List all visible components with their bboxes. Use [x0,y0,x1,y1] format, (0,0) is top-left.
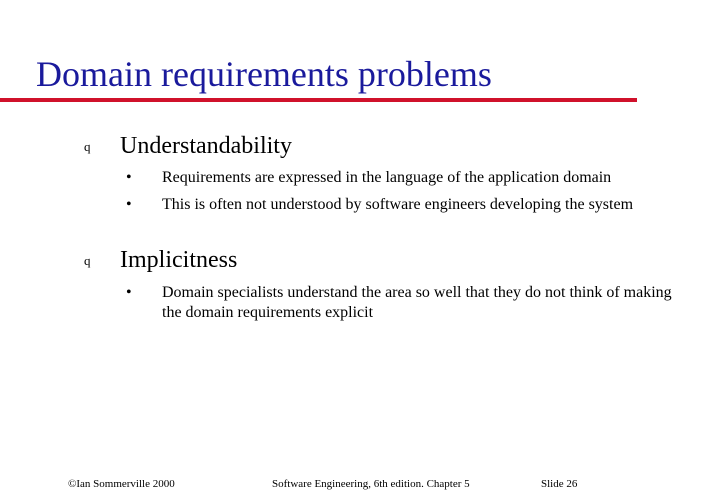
point-marker: q [84,253,91,268]
slide-title: Domain requirements problems [36,54,492,94]
bullet-marker: • [126,196,132,213]
bullet-text: Requirements are expressed in the language of the application domain [162,169,612,186]
footer-slide-number: Slide 26 [541,478,578,490]
point-marker: q [84,139,91,154]
footer-copyright: ©Ian Sommerville 2000 [68,478,175,490]
point-heading: Implicitness [120,247,238,273]
bullet-marker: • [126,284,132,301]
footer-book-title: Software Engineering, 6th edition. Chapter 5 [272,478,470,490]
point-heading: Understandability [120,133,292,159]
bullet-marker: • [126,169,132,186]
bullet-text: This is often not understood by software engineers developing the system [162,196,634,213]
bullet-text: Domain specialists understand the area so well that they do not think of making the domain requirements explicit [162,284,672,321]
title-underline [0,98,637,102]
